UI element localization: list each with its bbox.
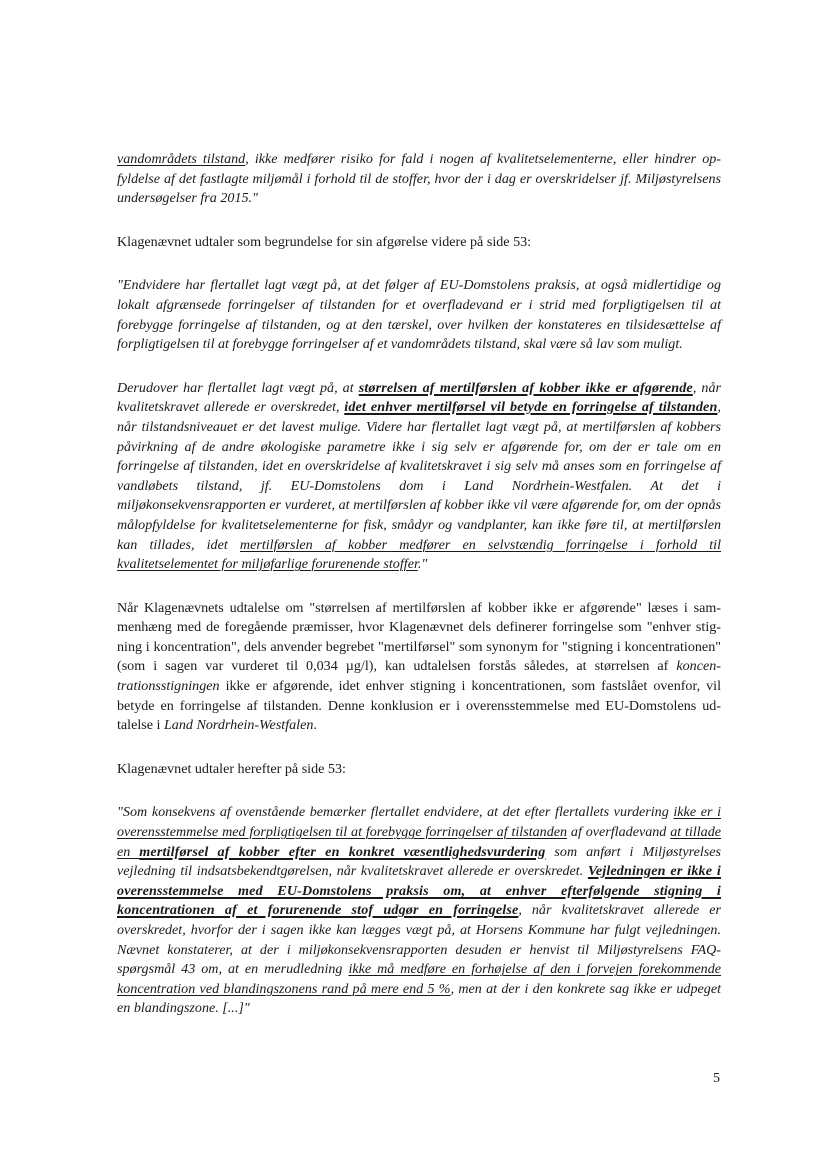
quote-paragraph-2 bbox=[117, 379, 721, 575]
quote-text: , men at der i den konkrete sag ikke er udpeget en blandingszone. [...]" bbox=[117, 980, 721, 1017]
bold-underlined-phrase: Vejledningen er ikke i overensstemmelse med EU-Domstolens praksis om, at enhver efterfølgende stigning i koncentrationen af et forurenende stof udgør en forringelse bbox=[117, 863, 721, 919]
underlined-phrase: ikke er i overensstemmelse med forpligtigelsen til at forebygge forringelser af tilstanden bbox=[117, 804, 722, 841]
quote-continuation-paragraph bbox=[117, 150, 721, 209]
bold-underlined-phrase: mertilførsel af kobber efter en konkret væsentlighedsvurdering bbox=[139, 843, 546, 860]
italic-case-name: Land Nordrhein-Westfalen bbox=[163, 717, 314, 734]
quote-text: , når kvalitetskravet allerede er overskredet, hvorfor der i sagen ikke kan lægges vægt på, at Horsens Kommune har fulgt vejledningen. Nævnet konstaterer, at der i miljøkonsekvensrapporten desuden er henvist til Miljøstyrelsens FAQ-spørgsmål 43 om, at en merudledning bbox=[117, 902, 721, 978]
italic-term: koncentrationsstigningen bbox=[117, 658, 721, 695]
intro-paragraph-1: Klagenævnet udtaler som begrundelse for sin afgørelse videre på side 53: bbox=[117, 233, 532, 250]
quote-text: "Som konsekvens af ovenstående bemærker flertallet endvidere, at det efter flertallets vurdering bbox=[117, 804, 674, 821]
body-text: ikke er afgørende, idet enhver stigning i koncentrationen, som fastslået ovenfor, vil betyde en forringelse af tilstanden. Denne konklusion er i overensstemmelse med EU-Domstolens udtalelse i bbox=[117, 678, 721, 734]
quote-text: Derudover har flertallet lagt vægt på, at bbox=[117, 379, 359, 396]
body-text: Når Klagenævnets udtalelse om "størrelsen af mertilførslen af kobber ikke er afgørende" læses i sammenhæng med de foregående præmisser, hvor Klagenævnet dels definerer forringelse som "enhver stigning i koncentration", dels anvender begrebet "mertilførsel" som synonym for "stigning i koncentrationen" (som i sagen var vurderet til 0,034 µg/l), kan udtalelsen forstås således, at størrelsen af bbox=[117, 599, 721, 675]
document-body bbox=[117, 150, 721, 1043]
bold-underlined-phrase: størrelsen af mertilførslen af kobber ikke er afgørende bbox=[358, 379, 693, 396]
body-text: . bbox=[313, 717, 317, 734]
page-number: 5 bbox=[713, 1071, 720, 1086]
quote-paragraph-3 bbox=[117, 803, 721, 1019]
quote-text: , ikke medfører risiko for fald i nogen af kvalitetselementerne, eller hindrer opfyldelse af det fastlagte miljømål i forhold til de stoffer, hvor der i dag er overskridelser jf. Miljøstyrelsens undersøgelser fra 2015." bbox=[117, 151, 721, 207]
analysis-paragraph bbox=[117, 599, 721, 736]
quote-text: af overfladevand bbox=[567, 824, 671, 841]
underlined-phrase: mertilførslen af kobber medfører en selvstændig forringelse i forhold til kvalitetselementet for miljøfarlige forurenende stoffer bbox=[117, 536, 721, 573]
intro-paragraph-2: Klagenævnet udtaler herefter på side 53: bbox=[117, 760, 346, 777]
quote-text: som anført i Miljøstyrelses vejledning til indsatsbekendtgørelsen, når kvalitetskravet allerede er overskredet. bbox=[117, 843, 722, 880]
bold-underlined-phrase: idet enhver mertilførsel vil betyde en forringelse af tilstanden bbox=[344, 399, 718, 416]
underlined-phrase: ikke må medføre en forhøjelse af den i forvejen forekommende koncentration ved blandingszonens rand på mere end 5 % bbox=[117, 961, 721, 997]
underlined-phrase: vandområdets tilstand bbox=[117, 151, 246, 167]
underlined-phrase: at tillade en bbox=[117, 824, 722, 860]
quote-text: ." bbox=[417, 556, 428, 573]
quote-paragraph-1: "Endvidere har flertallet lagt vægt på, at det følger af EU-Domstolens praksis, at også midlertidige og lokalt afgrænsede forringelser af tilstanden for et overfladevand er i strid med forpligtigelsen til at forebygge forringelse af tilstanden, og at den tærskel, over hvilken der konstateres en tilsidesættelse af forpligtigelsen til at forebygge forringelser af et vandområdets tilstand, skal være så lav som muligt. bbox=[117, 277, 721, 353]
quote-text: , når kvalitetskravet allerede er overskredet, bbox=[117, 379, 721, 416]
quote-text: , når tilstandsniveauet er det lavest mulige. Videre har flertallet lagt vægt på, at mertilførslen af kobbers påvirkning af de andre økologiske parametre ikke i sig selv er afgørende for, om der er tale om en forringelse af tilstanden, idet en overskridelse af kvalitetskravet i sig selv må anses som en forringelse af vandløbets tilstand, jf. EU-Domstolens dom i Land Nordrhein-Westfalen. At det i miljøkonsekvensrapporten er vurderet, at mertilførslen af kobber ikke vil være afgørende for, om der opnås målopfyldelse for kvalitetselementerne for fisk, smådyr og vandplanter, kan ikke føre til, at mertilførslen kan tillades, idet bbox=[117, 399, 721, 553]
